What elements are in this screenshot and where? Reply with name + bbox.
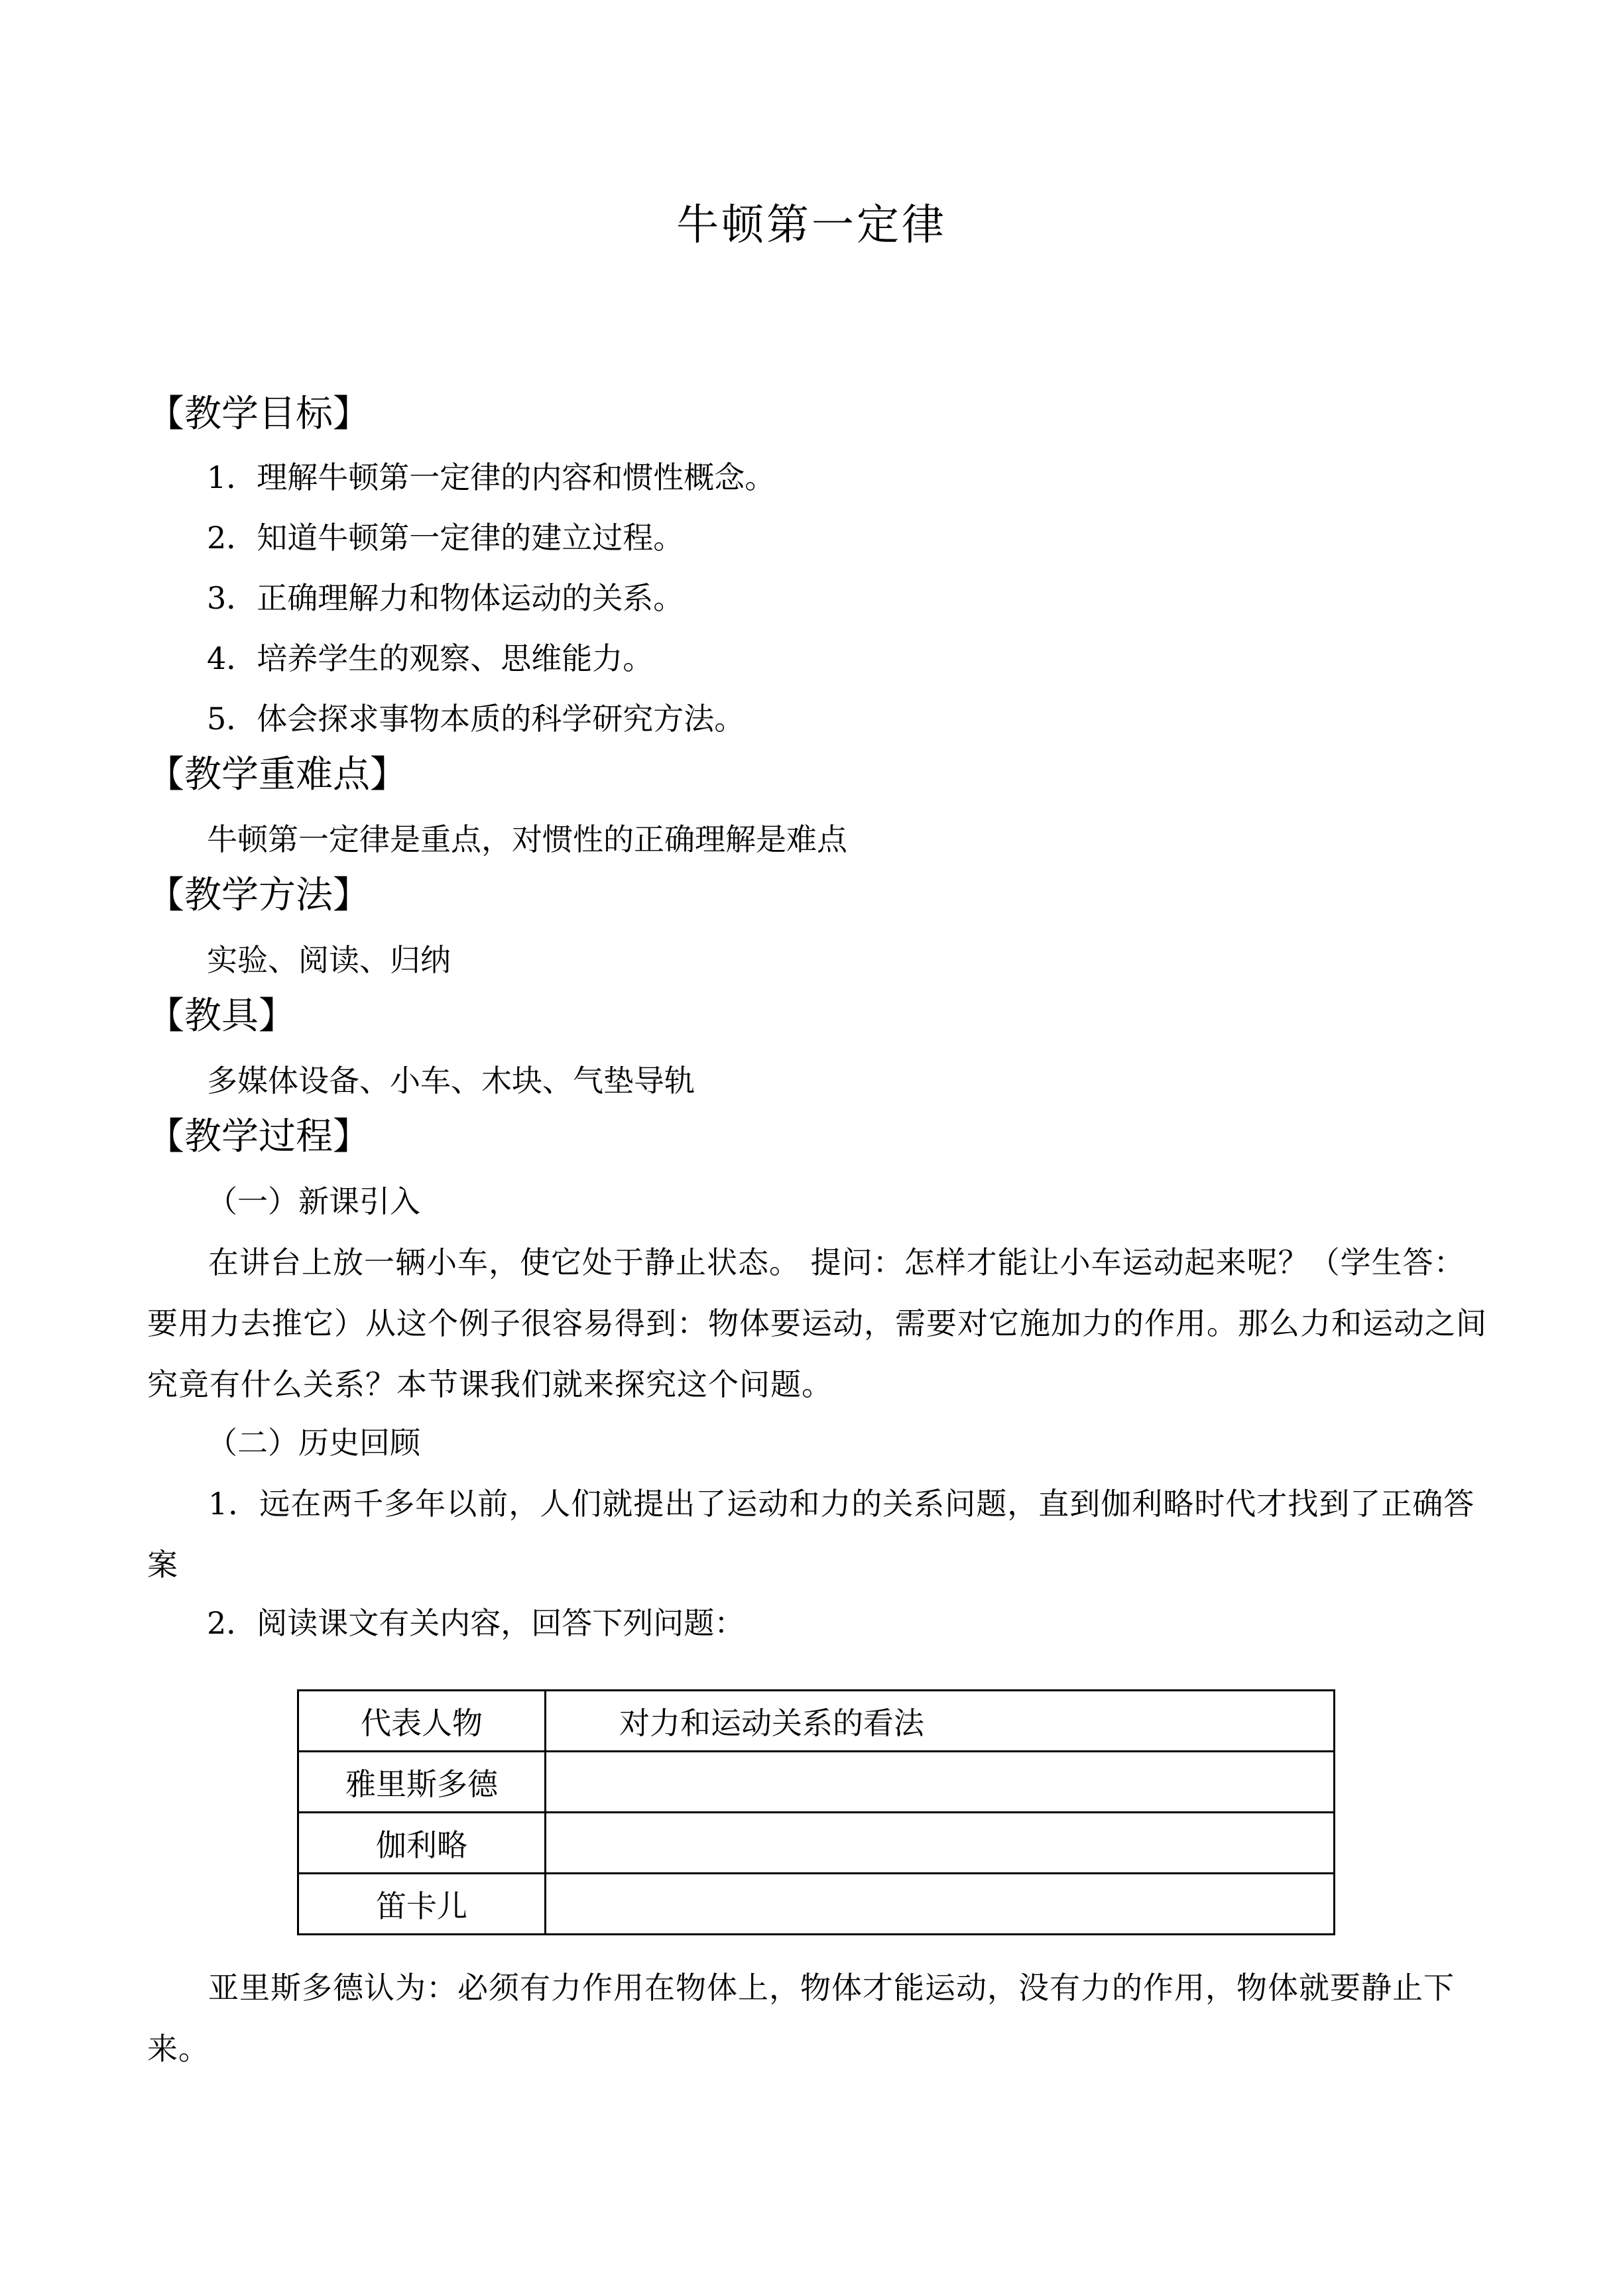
objective-item-4: 4．培养学生的观察、思维能力。 [207,640,654,676]
key-points-heading: 【教学重难点】 [147,753,407,796]
part2-item-1: 1．远在两千多年以前，人们就提出了运动和力的关系问题，直到伽利略时代才找到了正确答案 [147,1486,1475,1583]
table-cell-view[interactable] [546,1874,1335,1935]
objective-item-3: 3．正确理解力和物体运动的关系。 [207,580,684,616]
key-points-text: 牛顿第一定律是重点，对惯性的正确理解是难点 [207,821,847,857]
table-row [298,1752,1335,1813]
table-cell-person: 笛卡儿 [298,1874,546,1935]
objective-item-2: 2．知道牛顿第一定律的建立过程。 [207,520,684,556]
methods-text: 实验、阅读、归纳 [207,942,451,978]
part2-title: （二）历史回顾 [207,1425,420,1461]
page-title: 牛顿第一定律 [676,201,947,250]
tools-heading: 【教具】 [147,995,296,1038]
objective-item-1: 1．理解牛顿第一定律的内容和惯性概念。 [207,459,776,495]
methods-heading: 【教学方法】 [147,874,370,917]
table-header-person: 代表人物 [298,1691,546,1752]
part2-item-2: 2．阅读课文有关内容，回答下列问题： [207,1605,745,1641]
table-row [298,1813,1335,1874]
table-cell-view[interactable] [546,1752,1335,1813]
table-header-view: 对力和运动关系的看法 [546,1691,1335,1752]
table-header-row [298,1691,1335,1752]
table-cell-view[interactable] [546,1813,1335,1874]
part1-paragraph: 在讲台上放一辆小车，使它处于静止状态。 提问：怎样才能让小车运动起来呢？（学生答：要用力去推它）从这个例子很容易得到：物体要运动，需要对它施加力的作用。那么力和运动之间究竟有什么关系？本节课我们就来探究这个问题。 [147,1244,1487,1402]
table-cell-person: 伽利略 [298,1813,546,1874]
table-cell-person: 雅里斯多德 [298,1752,546,1813]
part1-title: （一）新课引入 [207,1183,420,1219]
table-row [298,1874,1335,1935]
objective-item-5: 5．体会探求事物本质的科学研究方法。 [207,701,745,737]
objectives-heading: 【教学目标】 [147,393,370,436]
views-table [297,1689,1335,1935]
tools-text: 多媒体设备、小车、木块、气垫导轨 [207,1063,695,1099]
process-heading: 【教学过程】 [147,1115,370,1158]
aristotle-paragraph: 亚里斯多德认为：必须有力作用在物体上，物体才能运动，没有力的作用，物体就要静止下来。 [147,1970,1455,2067]
